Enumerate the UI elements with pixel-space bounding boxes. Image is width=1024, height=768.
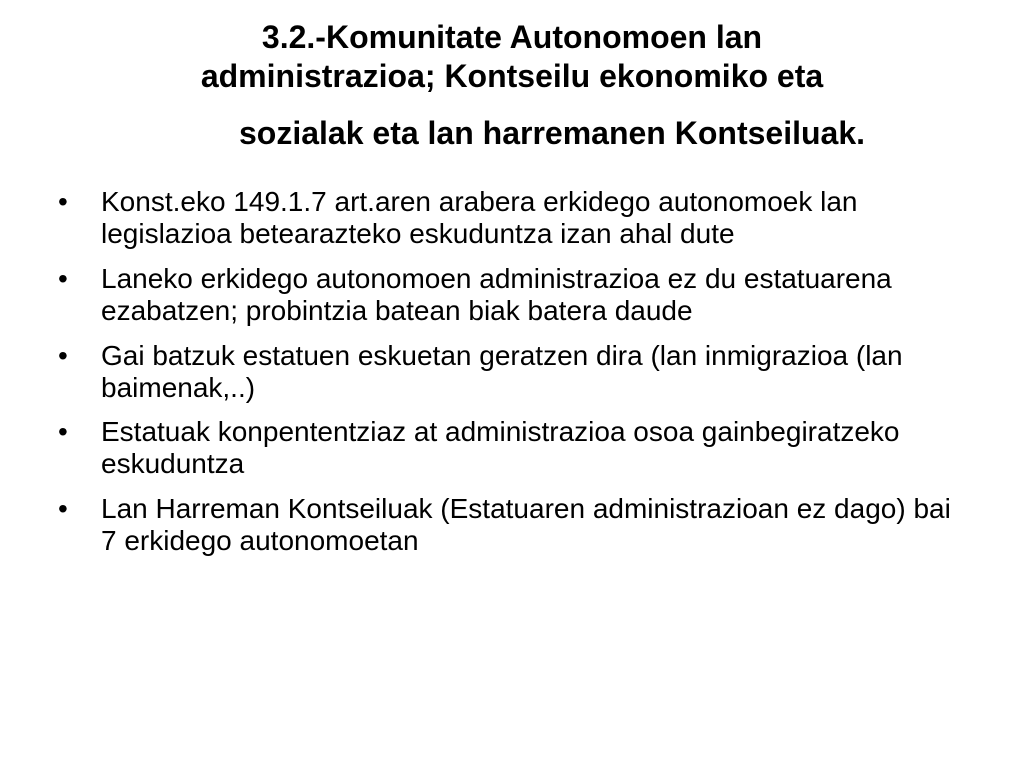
bullet-text: Laneko erkidego autonomoen administrazioa ez du estatuarena ezabatzen; probintzia batean biak batera daude	[101, 262, 892, 326]
title-line-1: 3.2.-Komunitate Autonomoen lan	[261, 19, 763, 55]
bullet-item-5	[58, 493, 968, 557]
bullet-text: Gai batzuk estatuen eskuetan geratzen dira (lan inmigrazioa (lan baimenak,..)	[101, 339, 903, 403]
slide-title	[60, 18, 964, 153]
bullet-dot-icon: •	[58, 339, 68, 371]
bullet-list	[58, 186, 968, 570]
bullet-text: Lan Harreman Kontseiluak (Estatuaren administrazioan ez dago) bai 7 erkidego autonomoetan	[101, 493, 951, 557]
bullet-item-2	[58, 263, 968, 327]
bullet-text: Konst.eko 149.1.7 art.aren arabera erkidego autonomoek lan legislazioa betearazteko eskuduntza izan ahal dute	[101, 186, 858, 249]
bullet-dot-icon: •	[58, 262, 68, 294]
bullet-item-3	[58, 340, 968, 404]
bullet-dot-icon: •	[58, 186, 68, 217]
bullet-item-1	[58, 186, 968, 250]
bullet-dot-icon: •	[58, 416, 68, 448]
bullet-text: Estatuak konpententziaz at administrazioa osoa gainbegiratzeko eskuduntza	[101, 416, 900, 480]
title-line-2: administrazioa; Kontseilu ekonomiko eta	[200, 58, 824, 95]
bullet-item-4	[58, 416, 968, 480]
bullet-dot-icon: •	[58, 493, 68, 525]
title-line-3: sozialak eta lan harremanen Kontseiluak.	[238, 115, 865, 152]
